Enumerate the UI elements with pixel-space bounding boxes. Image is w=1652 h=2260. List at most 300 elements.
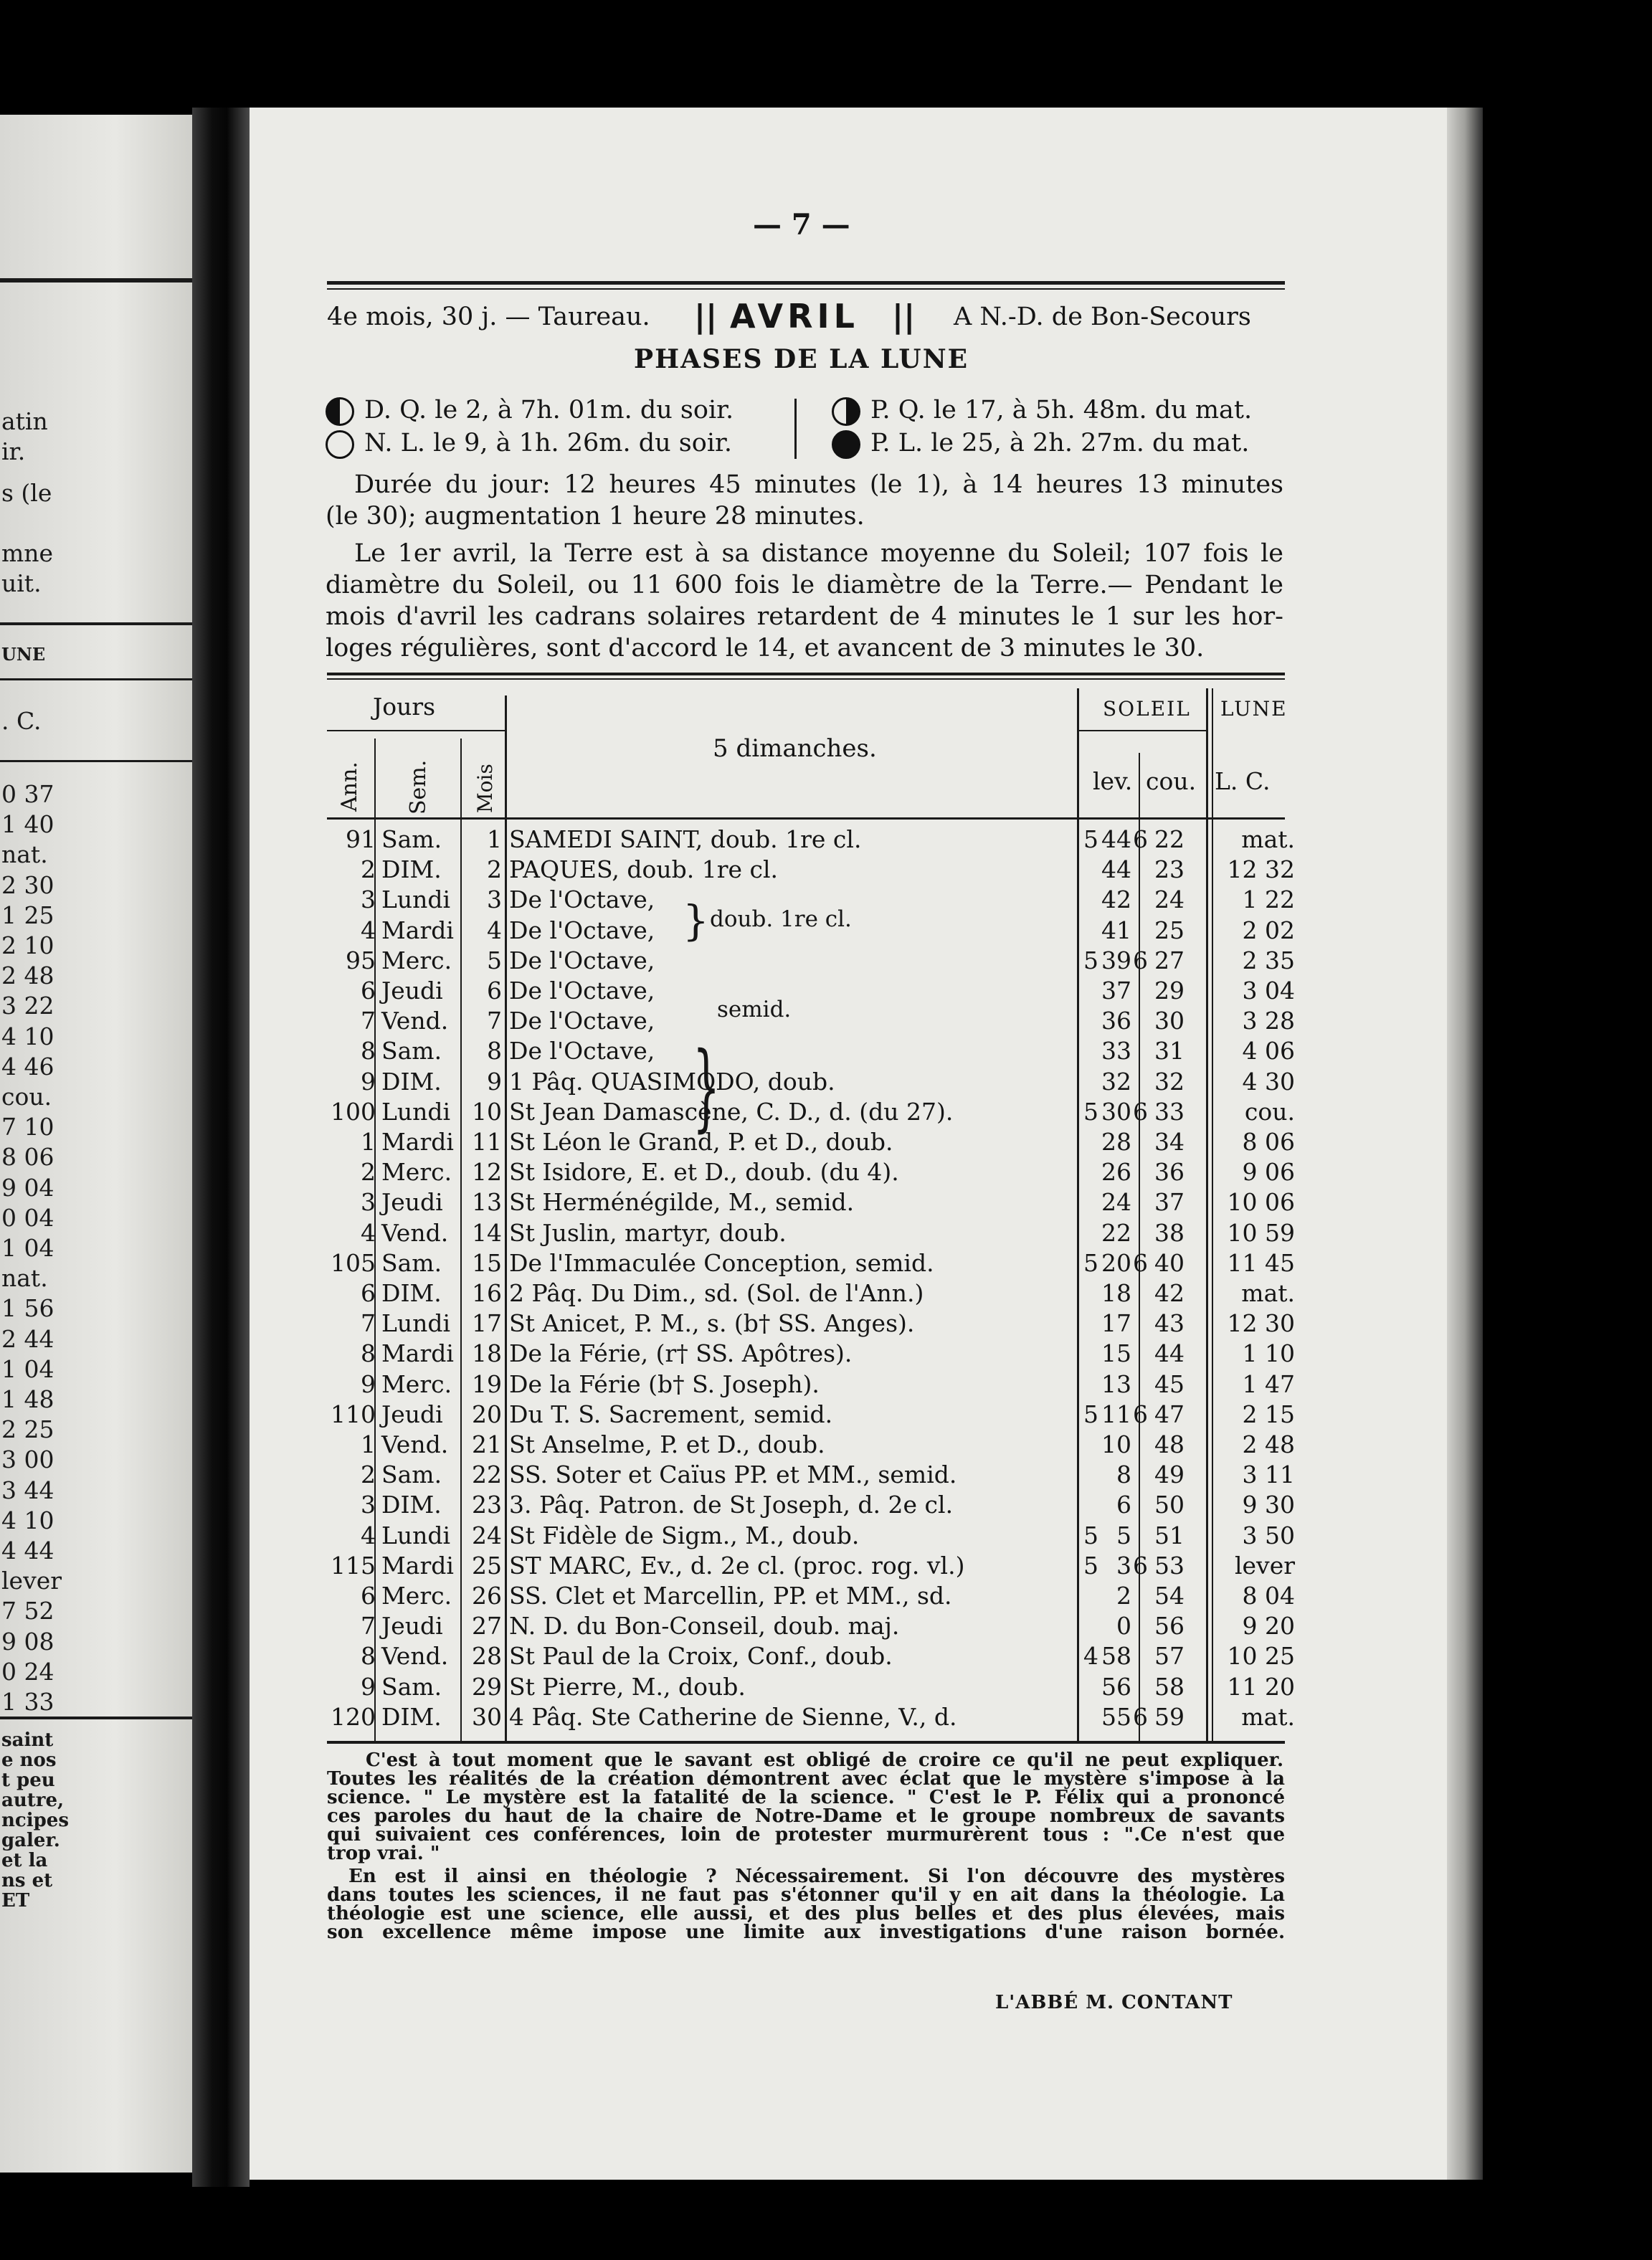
- cell-lune: 8 06: [1242, 1128, 1295, 1156]
- cell-ann: 110: [331, 1400, 376, 1428]
- table-row: [324, 1218, 1295, 1248]
- cell-mois: 8: [487, 1037, 502, 1065]
- cell-sem: Jeudi: [381, 1612, 443, 1641]
- table-row: [324, 1581, 1295, 1611]
- table-row: [324, 1430, 1295, 1460]
- cell-lune: 10 59: [1227, 1218, 1295, 1247]
- cell-sem: Jeudi: [381, 1400, 443, 1428]
- left-col-label: . C.: [1, 707, 42, 735]
- astronomy-text: loges régulières, sont d'accord le 14, et avancent de 3 minutes le 30.: [326, 634, 1205, 663]
- table-row: [324, 976, 1295, 1006]
- cell-lune: 9 06: [1242, 1158, 1295, 1187]
- cell-desc: SS. Clet et Marcellin, PP. et MM., sd.: [509, 1582, 952, 1610]
- cell-ch: 6: [1133, 1248, 1148, 1277]
- page-edge: [1447, 108, 1483, 2180]
- footer-line: Toutes les réalités de la création démontrent avec éclat que le mystère s'impose à la: [327, 1768, 1285, 1790]
- cell-desc: St Paul de la Croix, Conf., doub.: [509, 1642, 893, 1671]
- table-row: [324, 1157, 1295, 1187]
- soleil-underline: [1077, 730, 1206, 731]
- left-bottom-line: ncipes: [1, 1810, 69, 1831]
- footer-line: C'est à tout moment que le savant est obligé de croire ce qu'il ne peut expliquer.: [366, 1749, 1283, 1771]
- left-value: 0 24: [1, 1657, 54, 1686]
- cell-sm: 44: [1101, 855, 1131, 884]
- cell-mois: 14: [472, 1218, 502, 1247]
- col-lev-header: lev.: [1093, 767, 1133, 795]
- cell-sm: 10: [1101, 1430, 1131, 1458]
- table-row: [324, 1278, 1295, 1309]
- cell-sm: 44: [1101, 825, 1131, 853]
- footer-line: théologie est une science, elle aussi, et des plus belles et des plus élevées, mais: [327, 1903, 1285, 1924]
- left-value: 4 10: [1, 1506, 54, 1534]
- cell-sem: Lundi: [381, 1309, 451, 1338]
- cell-sem: Merc.: [381, 1369, 452, 1398]
- left-value: 1 04: [1, 1234, 54, 1262]
- left-value: 2 30: [1, 870, 54, 899]
- table-row: [324, 1551, 1295, 1581]
- cell-ann: 6: [361, 1582, 376, 1610]
- cell-desc: De l'Octave,: [509, 946, 655, 974]
- full-moon-icon: [832, 430, 860, 459]
- table-row: [324, 1702, 1295, 1732]
- table-row: [324, 1339, 1295, 1369]
- cell-ann: 2: [361, 855, 376, 884]
- cell-sem: Jeudi: [381, 1188, 443, 1217]
- cell-ann: 4: [361, 1218, 376, 1247]
- left-value: 0 04: [1, 1203, 54, 1232]
- left-value: cou.: [1, 1083, 52, 1111]
- brace-label-2: semid.: [717, 997, 792, 1022]
- cell-ann: 1: [361, 1128, 376, 1156]
- cell-mois: 9: [487, 1067, 502, 1096]
- header-rule-bottom: [327, 288, 1285, 290]
- cell-lune: 10 06: [1227, 1188, 1295, 1217]
- cell-cm: 58: [1154, 1672, 1185, 1701]
- footer-line: son excellence même impose une limite aux investigations d'une raison bornée.: [327, 1922, 1285, 1943]
- col-ann-header-box: [324, 753, 389, 817]
- cell-lune: mat.: [1241, 1279, 1295, 1307]
- cell-sh: 4: [1083, 1642, 1098, 1671]
- left-value: 8 06: [1, 1143, 54, 1172]
- footer-line: ces paroles du haut de la chaire de Notre-Dame et le groupe nombreux de savants: [327, 1805, 1285, 1827]
- cell-sem: Mardi: [381, 1551, 454, 1580]
- col-mois-header-box: [469, 739, 505, 817]
- brace: }: [693, 1032, 721, 1143]
- table-row: [324, 825, 1295, 855]
- header-month-bars: ||: [892, 298, 916, 335]
- cell-cm: 40: [1154, 1248, 1185, 1277]
- cell-mois: 11: [472, 1128, 502, 1156]
- left-value: 1 33: [1, 1688, 54, 1716]
- cell-ann: 7: [361, 1007, 376, 1035]
- left-bottom-line: e nos: [1, 1749, 57, 1771]
- cell-lune: lever: [1234, 1551, 1295, 1580]
- cell-lune: 1 10: [1242, 1339, 1295, 1368]
- left-value: 1 56: [1, 1294, 54, 1323]
- cell-desc: St Léon le Grand, P. et D., doub.: [509, 1128, 893, 1156]
- left-value: 2 48: [1, 962, 54, 990]
- cell-ann: 120: [331, 1702, 376, 1731]
- cell-ann: 9: [361, 1067, 376, 1096]
- cell-lune: 3 04: [1242, 977, 1295, 1005]
- cell-sm: 30: [1101, 1097, 1131, 1126]
- cell-desc: De l'Octave,: [509, 886, 655, 914]
- cell-desc: St Anicet, P. M., s. (b† SS. Anges).: [509, 1309, 915, 1338]
- cell-sm: 17: [1101, 1309, 1131, 1338]
- table-header-rule: [327, 817, 1285, 820]
- cell-mois: 30: [472, 1702, 502, 1731]
- cell-cm: 24: [1154, 886, 1185, 914]
- cell-mois: 13: [472, 1188, 502, 1217]
- cell-sm: 22: [1101, 1218, 1131, 1247]
- cell-mois: 22: [472, 1461, 502, 1489]
- left-value: 3 00: [1, 1445, 54, 1474]
- left-value: 1 48: [1, 1385, 54, 1413]
- left-text-line: s (le: [1, 479, 52, 507]
- cell-desc: 4 Pâq. Ste Catherine de Sienne, V., d.: [509, 1702, 957, 1731]
- cell-sem: DIM.: [381, 1702, 442, 1731]
- header-month: AVRIL: [730, 297, 859, 336]
- cell-sh: 5: [1083, 1097, 1098, 1126]
- table-rule-top-thin: [327, 678, 1285, 680]
- col-lc-header: L. C.: [1215, 767, 1271, 795]
- phase-dq: D. Q. le 2, à 7h. 01m. du soir.: [364, 396, 734, 424]
- cell-lune: 8 04: [1242, 1582, 1295, 1610]
- cell-sem: Sam.: [381, 1248, 442, 1277]
- cell-ann: 9: [361, 1369, 376, 1398]
- cell-desc: St Juslin, martyr, doub.: [509, 1218, 787, 1247]
- cell-desc: 3. Pâq. Patron. de St Joseph, d. 2e cl.: [509, 1491, 954, 1519]
- col-desc-header: 5 dimanches.: [713, 734, 877, 763]
- cell-sh: 5: [1083, 1248, 1098, 1277]
- cell-desc: St Isidore, E. et D., doub. (du 4).: [509, 1158, 899, 1187]
- cell-cm: 36: [1154, 1158, 1185, 1187]
- phases-divider: [794, 399, 797, 459]
- cell-sem: DIM.: [381, 1279, 442, 1307]
- table-row: [324, 1369, 1295, 1400]
- cell-lune: 9 20: [1242, 1612, 1295, 1641]
- cell-ch: 6: [1133, 1551, 1148, 1580]
- cell-cm: 38: [1154, 1218, 1185, 1247]
- cell-sem: Vend.: [381, 1430, 449, 1458]
- cell-ann: 100: [331, 1097, 376, 1126]
- cell-desc: 1 Pâq. QUASIMODO, doub.: [509, 1067, 835, 1096]
- astronomy-text: Le 1er avril, la Terre est à sa distance moyenne du Soleil; 107 fois le: [354, 539, 1283, 568]
- left-text-line: ir.: [1, 437, 26, 465]
- cell-mois: 10: [472, 1097, 502, 1126]
- table-rule-top: [327, 673, 1285, 675]
- table-row: [324, 1490, 1295, 1520]
- cell-sm: 15: [1101, 1339, 1131, 1368]
- cell-sm: 41: [1101, 916, 1131, 944]
- cell-lune: 3 50: [1242, 1521, 1295, 1549]
- table-row: [324, 1309, 1295, 1339]
- cell-mois: 4: [487, 916, 502, 944]
- cell-ch: 6: [1133, 946, 1148, 974]
- cell-sh: 5: [1083, 1551, 1098, 1580]
- cell-desc: De l'Octave,: [509, 1037, 655, 1065]
- col-ann-header: Ann.: [337, 761, 362, 812]
- table-row: [324, 1611, 1295, 1641]
- cell-lune: 10 25: [1227, 1642, 1295, 1671]
- cell-desc: SAMEDI SAINT, doub. 1re cl.: [509, 825, 862, 853]
- left-text-line: uit.: [1, 569, 42, 597]
- cell-lune: 2 15: [1242, 1400, 1295, 1428]
- cell-mois: 25: [472, 1551, 502, 1580]
- left-value: 1 25: [1, 901, 54, 929]
- cell-sem: Jeudi: [381, 977, 443, 1005]
- cell-cm: 33: [1154, 1097, 1185, 1126]
- cell-ann: 4: [361, 916, 376, 944]
- cell-ann: 7: [361, 1612, 376, 1641]
- left-bottom-line: t peu: [1, 1770, 55, 1791]
- cell-cm: 53: [1154, 1551, 1185, 1580]
- cell-lune: 12 30: [1227, 1309, 1295, 1338]
- left-rule: [0, 678, 192, 680]
- cell-sem: Merc.: [381, 1582, 452, 1610]
- cell-mois: 16: [472, 1279, 502, 1307]
- cell-cm: 29: [1154, 977, 1185, 1005]
- left-bottom-line: saint: [1, 1729, 54, 1751]
- cell-ann: 3: [361, 886, 376, 914]
- col-cou-header: cou.: [1146, 767, 1197, 795]
- left-value: 2 44: [1, 1324, 54, 1353]
- cell-mois: 23: [472, 1491, 502, 1519]
- phases-title: PHASES DE LA LUNE: [634, 344, 969, 374]
- left-value: lever: [1, 1567, 62, 1595]
- cell-mois: 2: [487, 855, 502, 884]
- cell-ch: 6: [1133, 1400, 1148, 1428]
- table-row: [324, 1097, 1295, 1127]
- cell-sm: 58: [1101, 1642, 1131, 1671]
- cell-ann: 2: [361, 1461, 376, 1489]
- header-left: 4e mois, 30 j. — Taureau.: [327, 303, 650, 331]
- cell-mois: 27: [472, 1612, 502, 1641]
- left-value: 3 44: [1, 1476, 54, 1504]
- table-rule-bottom: [327, 1741, 1285, 1744]
- left-value: 0 37: [1, 780, 54, 808]
- cell-desc: 2 Pâq. Du Dim., sd. (Sol. de l'Ann.): [509, 1279, 924, 1307]
- cell-sm: 55: [1101, 1702, 1131, 1731]
- table-row: [324, 946, 1295, 976]
- left-value: 2 25: [1, 1415, 54, 1444]
- cell-lune: 2 35: [1242, 946, 1295, 974]
- cell-mois: 1: [487, 825, 502, 853]
- left-bottom-line: ET: [1, 1890, 30, 1912]
- cell-mois: 24: [472, 1521, 502, 1549]
- left-bottom-line: et la: [1, 1850, 48, 1871]
- left-value: 4 10: [1, 1022, 54, 1050]
- cell-lune: 2 48: [1242, 1430, 1295, 1458]
- cell-mois: 17: [472, 1309, 502, 1338]
- left-value: 1 04: [1, 1354, 54, 1383]
- cell-desc: ST MARC, Ev., d. 2e cl. (proc. rog. vl.): [509, 1551, 965, 1580]
- cell-desc: De l'Octave,: [509, 1007, 655, 1035]
- cell-cm: 59: [1154, 1702, 1185, 1731]
- cell-sm: 18: [1101, 1279, 1131, 1307]
- cell-cm: 27: [1154, 946, 1185, 974]
- cell-sm: 39: [1101, 946, 1131, 974]
- footer-line: qui suivaient ces conférences, loin de protester murmurèrent tous : ".Ce n'est que: [327, 1824, 1285, 1846]
- header-month-bars: ||: [694, 298, 718, 335]
- cell-sm: 56: [1101, 1672, 1131, 1701]
- cell-sem: Mardi: [381, 916, 454, 944]
- left-text-line: atin: [1, 407, 48, 435]
- cell-lune: 1 47: [1242, 1369, 1295, 1398]
- cell-cm: 57: [1154, 1642, 1185, 1671]
- table-row: [324, 1672, 1295, 1702]
- cell-mois: 3: [487, 886, 502, 914]
- cell-ann: 115: [331, 1551, 376, 1580]
- left-page-fragment: [0, 115, 192, 2173]
- cell-cm: 47: [1154, 1400, 1185, 1428]
- cell-desc: De la Férie (b† S. Joseph).: [509, 1369, 820, 1398]
- cell-cm: 37: [1154, 1188, 1185, 1217]
- header-rule-top: [327, 281, 1285, 285]
- cell-desc: De la Férie, (r† SS. Apôtres).: [509, 1339, 853, 1368]
- cell-ch: 6: [1133, 1702, 1148, 1731]
- cell-sem: Merc.: [381, 946, 452, 974]
- cell-sem: Vend.: [381, 1642, 449, 1671]
- cell-sem: Vend.: [381, 1007, 449, 1035]
- col-group-lune: LUNE: [1220, 697, 1288, 721]
- cell-sem: Sam.: [381, 825, 442, 853]
- col-group-jours: Jours: [373, 693, 436, 721]
- cell-cm: 50: [1154, 1491, 1185, 1519]
- table-row: [324, 1067, 1295, 1097]
- cell-cm: 48: [1154, 1430, 1185, 1458]
- cell-mois: 18: [472, 1339, 502, 1368]
- footer-line: trop vrai. ": [327, 1843, 440, 1864]
- cell-lune: 12 32: [1227, 855, 1295, 884]
- cell-sem: Sam.: [381, 1672, 442, 1701]
- cell-sh: 5: [1083, 825, 1098, 853]
- cell-sm: 26: [1101, 1158, 1131, 1187]
- cell-sm: 2: [1116, 1582, 1131, 1610]
- cell-desc: St Herménégilde, M., semid.: [509, 1188, 855, 1217]
- cell-lune: 3 11: [1242, 1461, 1295, 1489]
- footer-line: science. " Le mystère est la fatalité de la science. " C'est le P. Félix qui a prononcé: [327, 1787, 1285, 1808]
- left-bottom-rule: [0, 1717, 192, 1719]
- table-row: [324, 1641, 1295, 1671]
- new-moon-icon: [326, 430, 354, 459]
- cell-cm: 43: [1154, 1309, 1185, 1338]
- col-mois-header: Mois: [473, 764, 497, 813]
- cell-lune: 3 28: [1242, 1007, 1295, 1035]
- cell-desc: St Jean Damascène, C. D., d. (du 27).: [509, 1097, 954, 1126]
- cell-ann: 3: [361, 1188, 376, 1217]
- cell-mois: 29: [472, 1672, 502, 1701]
- left-value: 4 46: [1, 1052, 54, 1081]
- cell-sm: 36: [1101, 1007, 1131, 1035]
- left-value: nat.: [1, 1264, 48, 1293]
- phase-pq: P. Q. le 17, à 5h. 48m. du mat.: [870, 396, 1253, 424]
- left-text-line: mne: [1, 539, 54, 567]
- footer-signature: L'ABBÉ M. CONTANT: [995, 1992, 1233, 2013]
- left-value: 7 10: [1, 1113, 54, 1141]
- col-group-soleil: SOLEIL: [1103, 697, 1191, 721]
- cell-sem: Merc.: [381, 1158, 452, 1187]
- brace: }: [683, 896, 709, 945]
- col-sem-header: Sem.: [406, 759, 431, 815]
- cell-sm: 13: [1101, 1369, 1131, 1398]
- cell-mois: 19: [472, 1369, 502, 1398]
- cell-desc: Du T. S. Sacrement, semid.: [509, 1400, 833, 1428]
- cell-mois: 5: [487, 946, 502, 974]
- table-row: [324, 1521, 1295, 1551]
- cell-ann: 91: [346, 825, 376, 853]
- cell-mois: 21: [472, 1430, 502, 1458]
- table-row: [324, 1460, 1295, 1490]
- table-row: [324, 1187, 1295, 1217]
- cell-sh: 5: [1083, 1400, 1098, 1428]
- table-row: [324, 1400, 1295, 1430]
- cell-sm: 20: [1101, 1248, 1131, 1277]
- cell-ann: 7: [361, 1309, 376, 1338]
- table-row: [324, 855, 1295, 885]
- cell-lune: mat.: [1241, 1702, 1295, 1731]
- cell-cm: 42: [1154, 1279, 1185, 1307]
- footer-line: En est il ainsi en théologie ? Nécessairement. Si l'on découvre des mystères: [348, 1866, 1285, 1887]
- cell-ann: 9: [361, 1672, 376, 1701]
- cell-ann: 6: [361, 977, 376, 1005]
- left-bottom-line: galer.: [1, 1830, 60, 1851]
- cell-ann: 95: [346, 946, 376, 974]
- left-top-rule: [0, 278, 192, 282]
- cell-desc: St Anselme, P. et D., doub.: [509, 1430, 825, 1458]
- cell-ann: 8: [361, 1642, 376, 1671]
- col-sem-header-box: [396, 753, 475, 817]
- phase-nl: N. L. le 9, à 1h. 26m. du soir.: [364, 429, 733, 457]
- phase-pl: P. L. le 25, à 2h. 27m. du mat.: [870, 429, 1250, 457]
- cell-cm: 25: [1154, 916, 1185, 944]
- cell-ann: 1: [361, 1430, 376, 1458]
- table-row: [324, 1248, 1295, 1278]
- left-value: 4 44: [1, 1537, 54, 1565]
- cell-sm: 24: [1101, 1188, 1131, 1217]
- left-value: 1 40: [1, 810, 54, 839]
- cell-sem: Sam.: [381, 1461, 442, 1489]
- cell-lune: mat.: [1241, 825, 1295, 853]
- cell-ann: 8: [361, 1339, 376, 1368]
- cell-lune: 11 20: [1227, 1672, 1295, 1701]
- cell-cm: 44: [1154, 1339, 1185, 1368]
- cell-cm: 31: [1154, 1037, 1185, 1065]
- left-value: 9 08: [1, 1627, 54, 1656]
- astronomy-text: diamètre du Soleil, ou 11 600 fois le diamètre de la Terre.— Pendant le: [326, 571, 1283, 599]
- cell-sm: 8: [1116, 1461, 1131, 1489]
- table-row: [324, 1036, 1295, 1066]
- cell-sem: DIM.: [381, 1491, 442, 1519]
- cell-sem: Sam.: [381, 1037, 442, 1065]
- footer-line: dans toutes les sciences, il ne faut pas s'étonner qu'il y en ait dans la théologie. La: [327, 1884, 1285, 1906]
- cell-sem: Lundi: [381, 886, 451, 914]
- cell-sm: 32: [1101, 1067, 1131, 1096]
- left-bottom-line: autre,: [1, 1790, 65, 1811]
- cell-sem: Mardi: [381, 1128, 454, 1156]
- left-value: 9 04: [1, 1173, 54, 1202]
- cell-mois: 12: [472, 1158, 502, 1187]
- cell-desc: SS. Soter et Caïus PP. et MM., semid.: [509, 1461, 957, 1489]
- left-rule: [0, 760, 192, 762]
- cell-sm: 33: [1101, 1037, 1131, 1065]
- cell-mois: 26: [472, 1582, 502, 1610]
- cell-mois: 15: [472, 1248, 502, 1277]
- cell-sm: 0: [1116, 1612, 1131, 1641]
- book-gutter: [192, 108, 250, 2187]
- cell-cm: 34: [1154, 1128, 1185, 1156]
- cell-mois: 20: [472, 1400, 502, 1428]
- cell-cm: 22: [1154, 825, 1185, 853]
